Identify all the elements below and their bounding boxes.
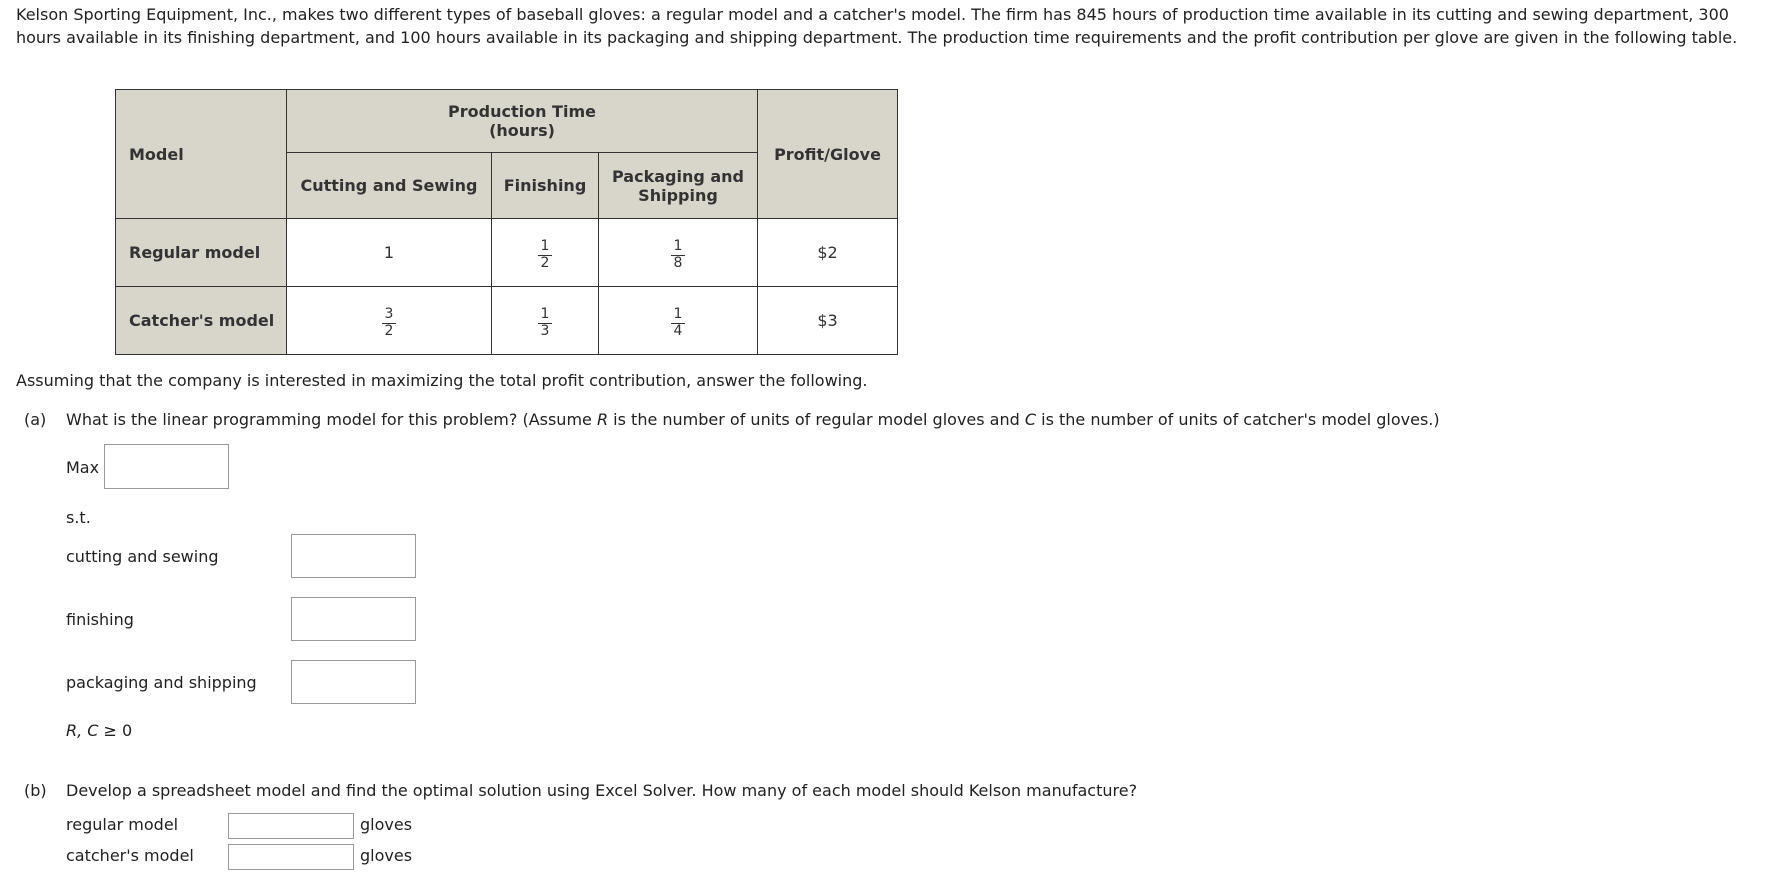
answer-label-regular: regular model: [66, 815, 179, 834]
st-label: s.t.: [66, 508, 91, 527]
constraint-label-packaging: packaging and shipping: [66, 673, 257, 692]
regular-finishing-cell: [492, 219, 599, 287]
part-a-marker: (a): [24, 410, 47, 429]
regular-gloves-input[interactable]: [228, 813, 354, 839]
packaging-constraint-input[interactable]: [291, 660, 416, 704]
col-packaging-shipping: Packaging and Shipping: [599, 153, 758, 219]
fraction: $\frac{1}{8}$: [671, 239, 686, 271]
catcher-cutting-cell: [287, 287, 492, 355]
production-table: [115, 89, 898, 355]
col-finishing: Finishing: [492, 153, 599, 219]
nonnegativity-text: R, C ≥ 0: [66, 721, 133, 740]
finishing-constraint-input[interactable]: [291, 597, 416, 641]
problem-intro: Kelson Sporting Equipment, Inc., makes two different types of baseball gloves: a regular model and a catcher's model. The firm has 845 hours of production time available in its cutting and sewing department, 300 hours available in its finishing department, and 100 hours available in its packaging and shipping department. The production time requirements and the profit contribution per glove are given in the following table.: [16, 5, 1738, 47]
table-row: [116, 219, 898, 287]
assumption-text: Assuming that the company is interested in maximizing the total profit contribution, answer the following.: [16, 371, 868, 390]
catcher-gloves-input[interactable]: [228, 844, 354, 870]
profit-header: Profit/Glove: [758, 90, 898, 219]
max-label: Max: [66, 458, 100, 477]
fraction: $\frac{1}{3}$: [538, 307, 553, 339]
regular-profit-cell: $2: [758, 219, 898, 287]
part-a-question: What is the linear programming model for this problem? (Assume R is the number of units of regular model gloves and C is the number of units of catcher's model gloves.): [66, 410, 1440, 429]
catcher-profit-cell: $3: [758, 287, 898, 355]
part-b-question: Develop a spreadsheet model and find the optimal solution using Excel Solver. How many of each model should Kelson manufacture?: [66, 781, 1138, 800]
fraction: $\frac{1}{2}$: [538, 239, 553, 271]
answer-label-catcher: catcher's model: [66, 846, 194, 865]
catcher-finishing-cell: [492, 287, 599, 355]
regular-packaging-cell: [599, 219, 758, 287]
fraction: $\frac{3}{2}$: [382, 307, 397, 339]
fraction: $\frac{1}{4}$: [671, 307, 686, 339]
part-b-marker: (b): [24, 781, 47, 800]
table-row: [116, 287, 898, 355]
unit-label: gloves: [360, 846, 413, 865]
model-header: Model: [116, 90, 287, 219]
objective-input[interactable]: [104, 444, 229, 489]
regular-cutting-cell: 1: [287, 219, 492, 287]
production-time-header: Production Time (hours): [287, 90, 758, 153]
unit-label: gloves: [360, 815, 413, 834]
col-cutting-sewing: Cutting and Sewing: [287, 153, 492, 219]
constraint-label-finishing: finishing: [66, 610, 134, 629]
row-label-regular: Regular model: [116, 219, 287, 287]
row-label-catcher: Catcher's model: [116, 287, 287, 355]
constraint-label-cutting: cutting and sewing: [66, 547, 219, 566]
catcher-packaging-cell: [599, 287, 758, 355]
cutting-constraint-input[interactable]: [291, 534, 416, 578]
